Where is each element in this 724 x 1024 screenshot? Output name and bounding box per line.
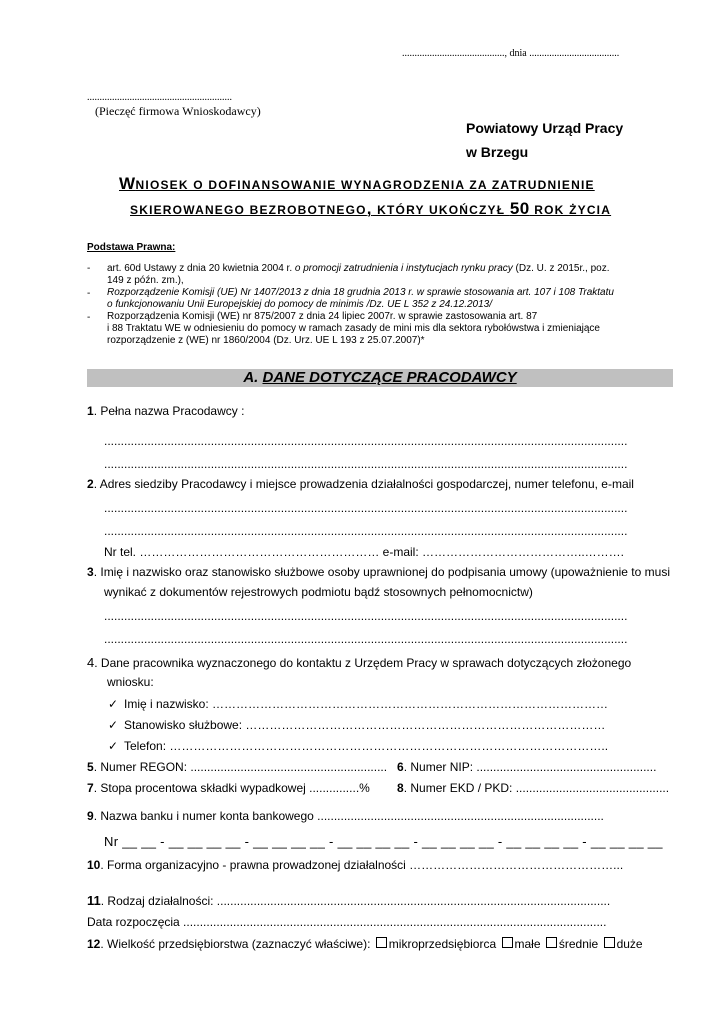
section-a-title: DANE DOTYCZĄCE PRACODAWCY [262, 369, 517, 386]
field-2-num: 2 [87, 477, 94, 491]
contact-name-row[interactable] [108, 697, 608, 711]
field-3-label [87, 565, 670, 579]
legal-heading: Podstawa Prawna: [87, 242, 176, 253]
date-line[interactable]: ........................................., dnia .................................... [402, 48, 620, 59]
field-4-label [87, 655, 631, 670]
phone-email-field[interactable]: Nr tel. …………………………………………………… e-mail: …………………………………..………. [104, 545, 625, 559]
field-12-text: . Wielkość przedsiębiorstwa (zaznaczyć właściwe): [100, 937, 371, 951]
title-initial: W [119, 174, 136, 193]
contact-phone-row[interactable] [108, 739, 608, 753]
contact-position-field[interactable]: Stanowisko służbowe: ……………………………………………………………………………… [124, 718, 606, 732]
bank-name-field[interactable] [87, 809, 604, 823]
size-medium-label: średnie [558, 937, 599, 951]
accident-rate-field[interactable] [87, 781, 370, 795]
regon-field[interactable] [87, 760, 387, 774]
contact-phone-field[interactable]: Telefon: ……………………………………………………………………………………………….. [124, 739, 609, 753]
legal-item-3-line2: i 88 Traktatu WE w odniesieniu do pomocy w ramach zasady de mini mis dla sektora rybołówstwa i zmieniające [107, 323, 600, 334]
field-2-input-line1[interactable]: ............................................................................................................................................................. [104, 501, 628, 515]
field-6-text: . Numer NIP: ...................................................... [403, 760, 657, 774]
stamp-dots: .......................................................... [87, 92, 232, 103]
check-icon: ✓ [108, 697, 119, 711]
title-comma: , [366, 199, 373, 218]
field-5-text: . Numer REGON: ........................................................... [93, 760, 388, 774]
size-large-label: duże [616, 937, 643, 951]
legal-dash-1: - [87, 263, 91, 274]
section-a-prefix: A. [243, 369, 263, 386]
field-2-input-line2[interactable]: ............................................................................................................................................................. [104, 524, 628, 538]
field-4-label-line2: wniosku: [107, 675, 154, 689]
activity-type-field[interactable] [87, 893, 610, 908]
field-3-input-line2[interactable]: ............................................................................................................................................................. [104, 632, 628, 646]
field-1-text: . Pełna nazwa Pracodawcy : [93, 404, 245, 418]
legal-item-1-act: o promocji zatrudnienia i instytucjach rynku pracy [294, 263, 513, 274]
field-2-text: . Adres siedziby Pracodawcy i miejsce prowadzenia działalności gospodarczej, numer telefonu, e-mail [93, 477, 634, 491]
account-number-field[interactable]: Nr __ __ - __ __ __ __ - __ __ __ __ - __ __ __ __ - __ __ __ __ - __ __ __ __ - __ __ __ __ [104, 834, 663, 849]
field-1-input-line1[interactable]: ............................................................................................................................................................. [104, 434, 628, 448]
field-8-text: . Numer EKD / PKD: .............................................. [403, 781, 670, 795]
field-3-text: . Imię i nazwisko oraz stanowisko służbowe osoby uprawnionej do podpisania umowy (upoważnienie to musi [93, 565, 670, 579]
document-title-line2 [130, 199, 611, 219]
field-3-label-line2: wynikać z dokumentów rejestrowych podmiotu bądź stosownych pełnomocnictw) [104, 585, 533, 599]
field-5-num: 5 [87, 760, 94, 774]
size-small-label: małe [514, 937, 541, 951]
stamp-label: (Pieczęć firmowa Wnioskodawcy) [95, 104, 261, 118]
office-name: Powiatowy Urząd Pracy [466, 120, 624, 136]
field-10-num: 10 [87, 858, 101, 872]
field-9-text: . Nazwa banku i numer konta bankowego ...................................................................................... [93, 809, 604, 823]
size-micro-checkbox[interactable] [376, 937, 387, 948]
contact-name-field[interactable]: Imię i nazwisko: ……………………………………………………………………………………… [124, 697, 609, 711]
legal-dash-2: - [87, 288, 91, 299]
title-line2-b: KTÓRY UKOŃCZYŁ [372, 203, 510, 217]
size-medium-checkbox[interactable] [546, 937, 557, 948]
field-3-num: 3 [87, 565, 94, 579]
field-1-input-line2[interactable]: ............................................................................................................................................................. [104, 457, 628, 471]
field-4-text: . Dane pracownika wyznaczonego do kontaktu z Urzędem Pracy w sprawach dotyczących złożonego [94, 656, 632, 670]
check-icon: ✓ [108, 718, 119, 732]
size-micro-label: mikroprzedsiębiorca [388, 937, 497, 951]
section-a-header [87, 369, 673, 387]
legal-item-3-line1: Rozporządzenia Komisji (WE) nr 875/2007 z dnia 24 lipiec 2007r. w sprawie zastosowania art. 87 [107, 311, 538, 322]
field-12-num: 12 [87, 937, 101, 951]
field-9-num: 9 [87, 809, 94, 823]
legal-item-3-line3: rozporządzenie z (WE) nr 1860/2004 (Dz. Urz. UE L 193 z 25.07.2007)* [107, 335, 425, 346]
start-date-field[interactable]: Data rozpoczęcia ............................................................................................................................... [87, 915, 607, 929]
legal-item-1-line2: 149 z późn. zm.), [107, 275, 184, 286]
field-8-num: 8 [397, 781, 404, 795]
legal-item-2-line1: Rozporządzenie Komisji (UE) Nr 1407/2013 z dnia 18 grudnia 2013 r. w sprawie stosowania art. 107 i 108 Traktatu [107, 287, 614, 298]
field-1-num: 1 [87, 404, 94, 418]
field-6-num: 6 [397, 760, 404, 774]
office-city: w Brzegu [466, 144, 529, 160]
nip-field[interactable] [397, 760, 656, 774]
ekd-pkd-field[interactable] [397, 781, 669, 795]
field-2-label [87, 477, 634, 491]
legal-item-1-ref: (Dz. U. z 2015r., poz. [512, 263, 610, 274]
field-11-text: . Rodzaj działalności: ...................................................................................................................... [100, 894, 611, 908]
legal-item-2-line2: o funkcjonowaniu Unii Europejskiej do pomocy de minimis /Dz. UE L 352 z 24.12.2013/ [107, 299, 493, 310]
size-large-checkbox[interactable] [604, 937, 615, 948]
field-7-num: 7 [87, 781, 94, 795]
title-line2-a: SKIEROWANEGO BEZROBOTNEGO [130, 203, 367, 217]
check-icon: ✓ [108, 739, 119, 753]
legal-item-1-line1 [107, 263, 610, 274]
contact-position-row[interactable] [108, 718, 605, 732]
field-4-num: 4 [87, 655, 95, 670]
field-11-num: 11 [87, 893, 101, 908]
legal-dash-3: - [87, 312, 91, 323]
field-10-text: . Forma organizacyjno - prawna prowadzonej działalności ……………………………………………... [100, 858, 624, 872]
size-small-checkbox[interactable] [502, 937, 513, 948]
document-title-line1 [119, 174, 595, 194]
title-line1-text: NIOSEK O DOFINANSOWANIE WYNAGRODZENIA ZA ZATRUDNIENIE [135, 178, 595, 192]
title-line2-c: ROK ŻYCIA [529, 203, 612, 217]
title-age: 50 [509, 199, 530, 218]
field-3-input-line1[interactable]: ............................................................................................................................................................. [104, 609, 628, 623]
field-7-text: . Stopa procentowa składki wypadkowej ...............% [93, 781, 370, 795]
field-1-label [87, 404, 244, 418]
company-size-row [87, 937, 643, 951]
legal-form-field[interactable] [87, 858, 623, 872]
legal-item-1-text: art. 60d Ustawy z dnia 20 kwietnia 2004 r. [107, 263, 295, 274]
